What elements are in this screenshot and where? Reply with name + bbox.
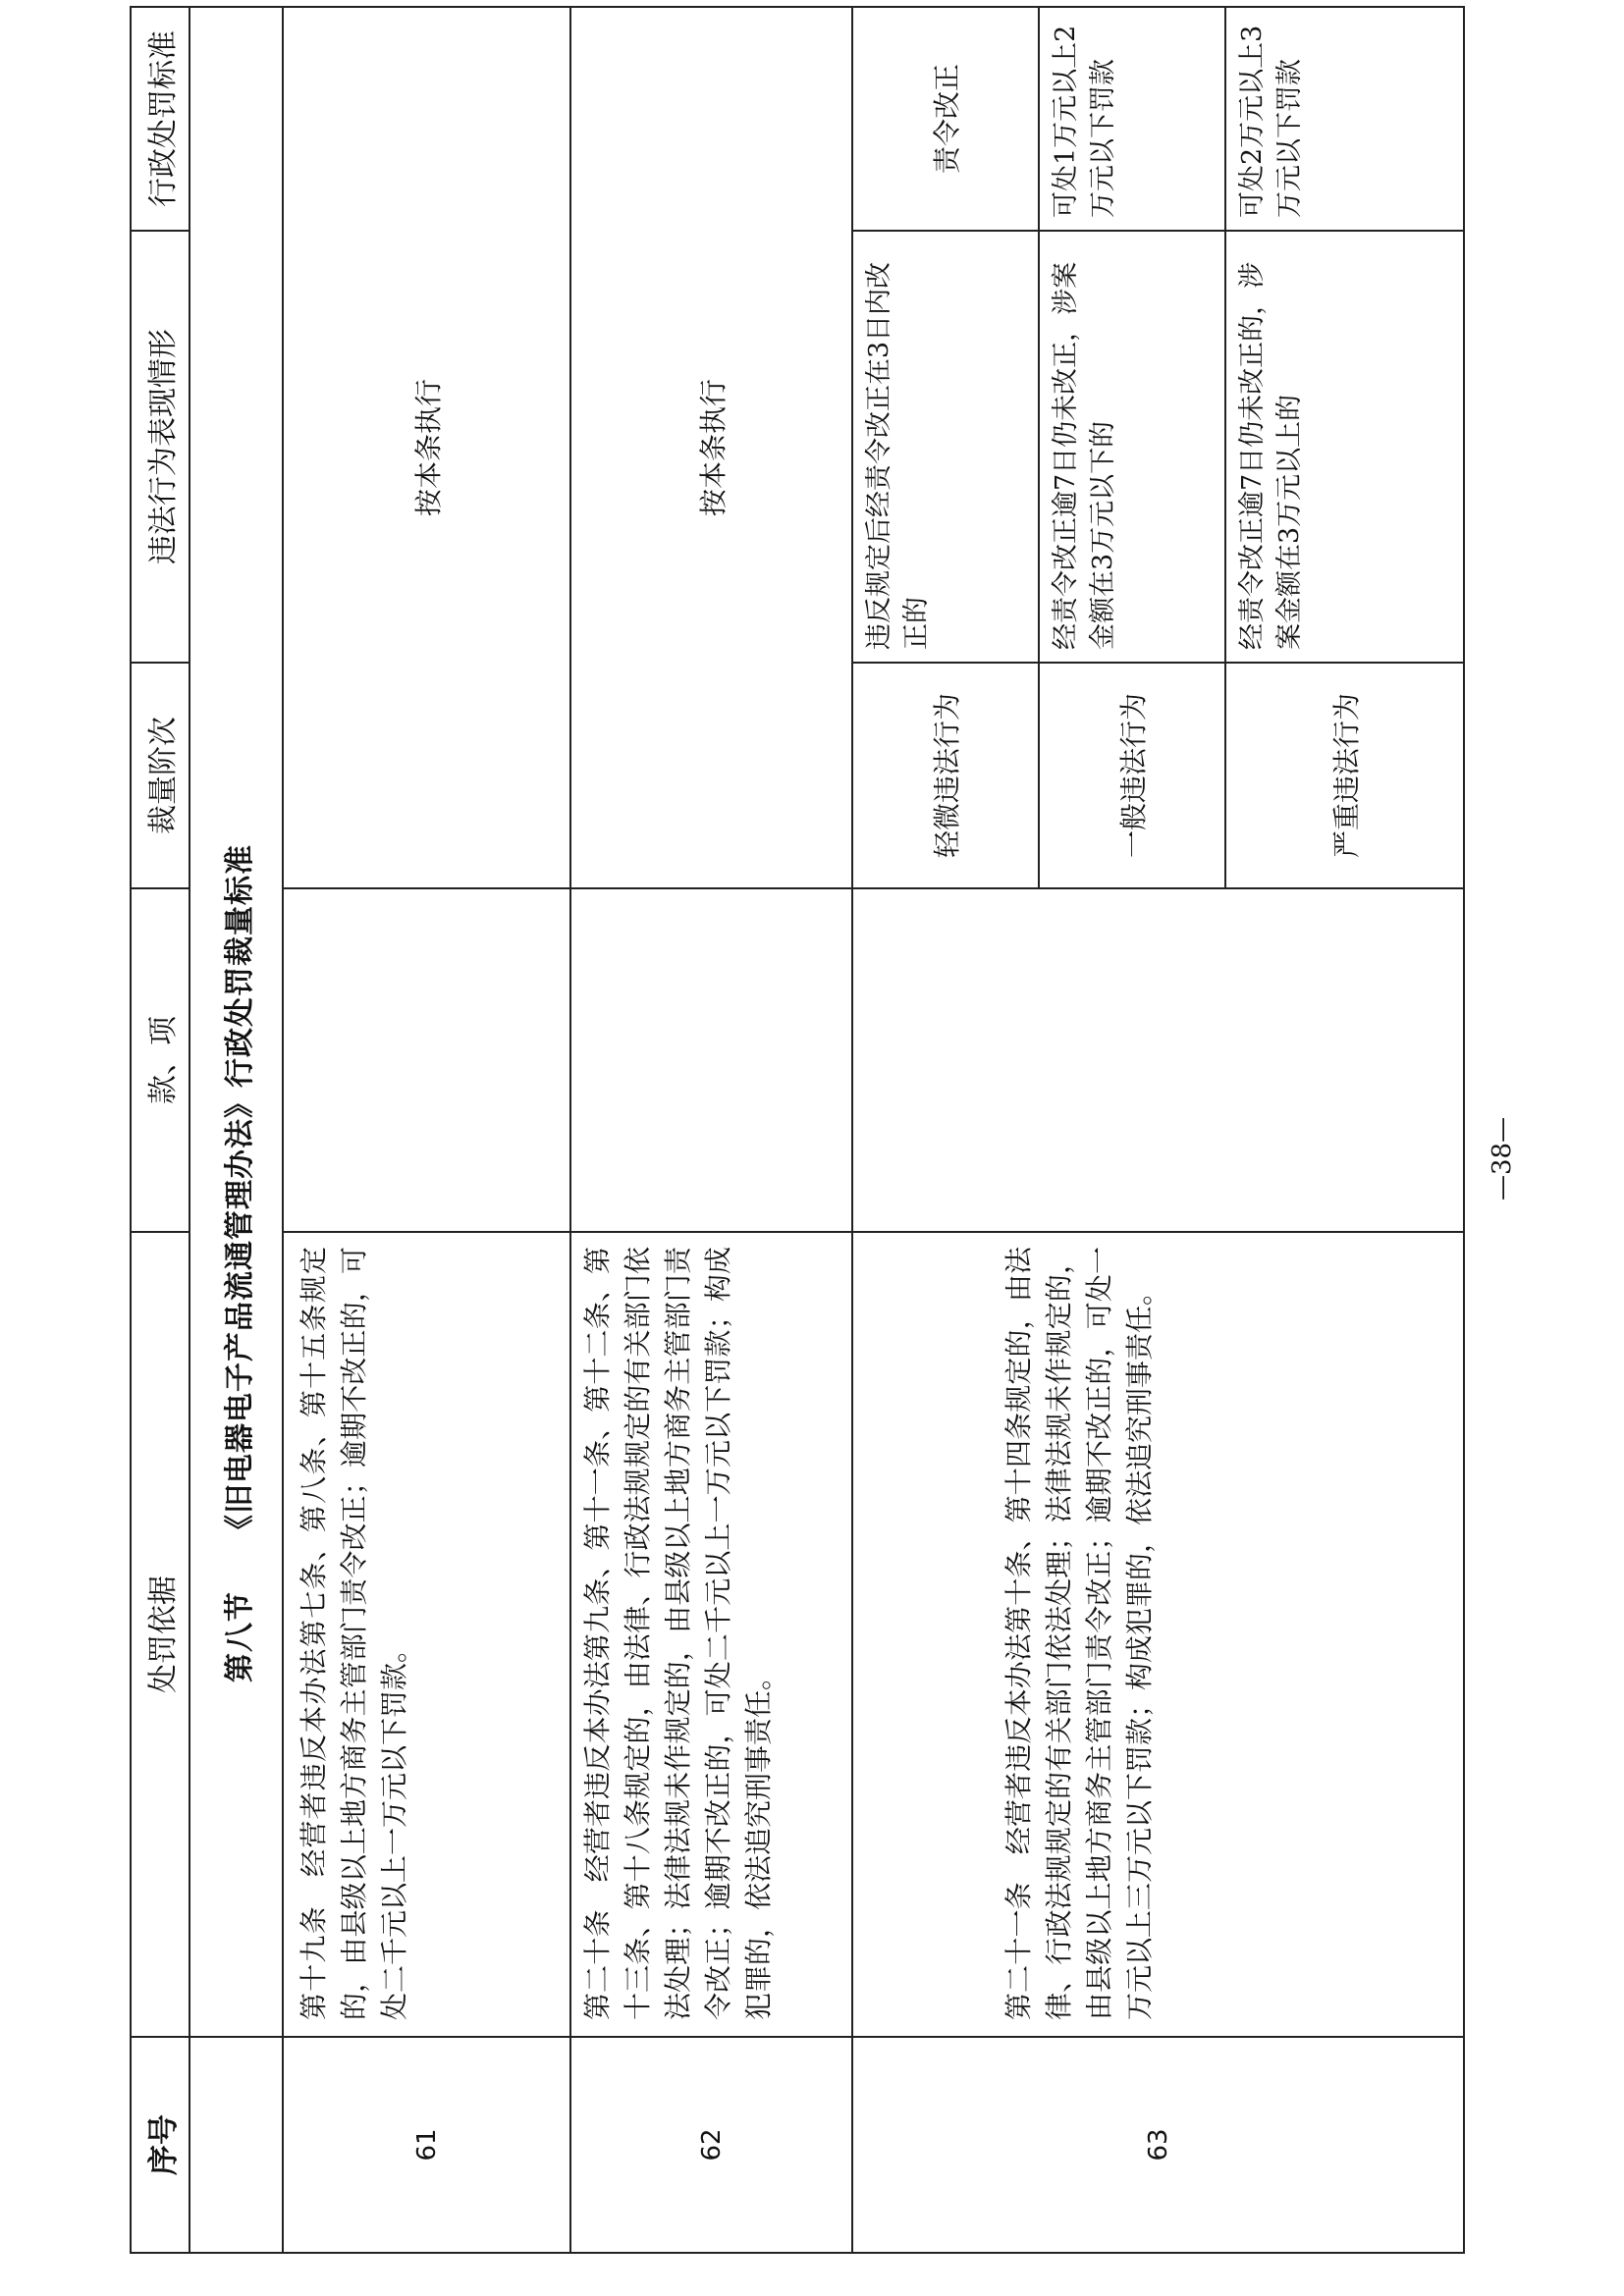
header-basis: 处罚依据	[130, 1231, 190, 2038]
row-63-basis: 第二十一条 经营者违反本办法第十条、第十四条规定的，由法律、行政法规规定的有关部门依法处理；法律法规未作规定的，由县级以上地方商务主管部门责令改正；逾期不改正的，可处一万元以上三万元以下罚款；构成犯罪的，依法追究刑事责任。	[851, 1231, 1465, 2038]
header-situation: 违法行为表现情形	[130, 230, 190, 664]
section-title: 《旧电器电子产品流通管理办法》行政处罚裁量标准	[222, 844, 257, 1544]
section-seq-cell	[189, 2036, 284, 2254]
header-level: 裁量阶次	[130, 662, 190, 889]
row-63-clause	[851, 887, 1465, 1233]
row-62-clause	[569, 887, 853, 1233]
page-number: —38—	[1488, 1116, 1517, 1201]
row-62-situation: 按本条执行	[569, 6, 853, 889]
section-title-row	[189, 6, 284, 2038]
row-62-basis: 第二十条 经营者违反本办法第九条、第十一条、第十二条、第十三条、第十八条规定的，由法律、行政法规规定的有关部门依法处理；法律法规未作规定的，由县级以上地方商务主管部门责令改正；逾期不改正的，可处二千元以上一万元以下罚款；构成犯罪的，依法追究刑事责任。	[569, 1231, 853, 2038]
row-63-seq: 63	[851, 2036, 1465, 2254]
row-61-clause	[282, 887, 571, 1233]
row-63-standard-1: 责令改正	[851, 6, 1040, 232]
row-61-situation: 按本条执行	[282, 6, 571, 889]
row-63-standard-3: 可处2万元以上3万元以下罚款	[1224, 6, 1465, 232]
section-label: 第八节	[222, 1591, 257, 1682]
row-63-level-1: 轻微违法行为	[851, 662, 1040, 889]
row-63-standard-2: 可处1万元以上2万元以下罚款	[1038, 6, 1226, 232]
header-seq: 序号	[130, 2036, 190, 2254]
row-63-situation-3: 经责令改正逾7日仍未改正的，涉案金额在3万元以上的	[1224, 230, 1465, 664]
row-62-seq: 62	[569, 2036, 853, 2254]
row-61-seq: 61	[282, 2036, 571, 2254]
row-63-situation-1: 违反规定后经责令改正在3日内改正的	[851, 230, 1040, 664]
penalty-table	[130, 6, 1465, 2254]
row-63-level-2: 一般违法行为	[1038, 662, 1226, 889]
row-63-level-3: 严重违法行为	[1224, 662, 1465, 889]
row-63-situation-2: 经责令改正逾7日仍未改正，涉案金额在3万元以下的	[1038, 230, 1226, 664]
row-61-basis: 第十九条 经营者违反本办法第七条、第八条、第十五条规定的，由县级以上地方商务主管部门责令改正；逾期不改正的，可处二千元以上一万元以下罚款。	[282, 1231, 571, 2038]
header-clause: 款、项	[130, 887, 190, 1233]
header-standard: 行政处罚标准	[130, 6, 190, 232]
